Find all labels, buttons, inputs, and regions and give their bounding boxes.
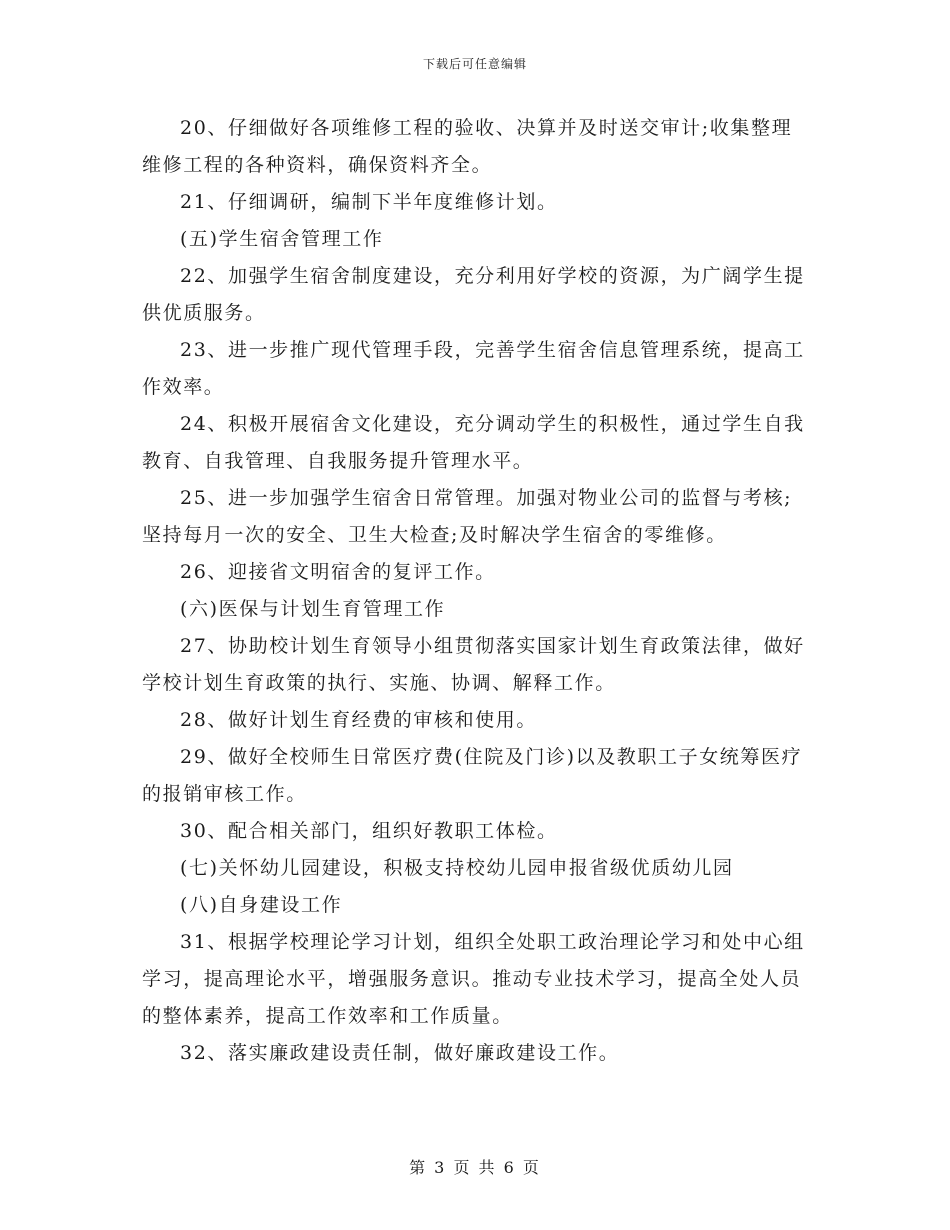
- paragraph-29: 29、做好全校师生日常医疗费(住院及门诊)以及教职工子女统筹医疗的报销审核工作。: [142, 746, 803, 805]
- paragraph-20: 20、仔细做好各项维修工程的验收、决算并及时送交审计;收集整理维修工程的各种资料，确保资料齐全。: [142, 117, 793, 176]
- paragraph-21: 21、仔细调研，编制下半年度维修计划。: [180, 191, 558, 213]
- paragraph-32: 32、落实廉政建设责任制，做好廉政建设工作。: [180, 1042, 620, 1064]
- paragraph-25: 25、进一步加强学生宿舍日常管理。加强对物业公司的监督与考核;坚持每月一次的安全、卫生大检查;及时解决学生宿舍的零维修。: [142, 487, 793, 546]
- paragraph-31: 31、根据学校理论学习计划，组织全处职工政治理论学习和处中心组学习，提高理论水平，增强服务意识。推动专业技术学习，提高全处人员的整体素养，提高工作效率和工作质量。: [142, 931, 805, 1027]
- paragraph-23: 23、进一步推广现代管理手段，完善学生宿舍信息管理系统，提高工作效率。: [142, 339, 805, 398]
- paragraph-24: 24、积极开展宿舍文化建设，充分调动学生的积极性，通过学生自我教育、自我管理、自我服务提升管理水平。: [142, 413, 805, 472]
- section-heading-7: (七)关怀幼儿园建设，积极支持校幼儿园申报省级优质幼儿园: [180, 857, 734, 879]
- paragraph-22: 22、加强学生宿舍制度建设，充分利用好学校的资源，为广阔学生提供优质服务。: [142, 265, 805, 324]
- paragraph-26: 26、迎接省文明宿舍的复评工作。: [180, 561, 496, 583]
- paragraph-30: 30、配合相关部门，组织好教职工体检。: [180, 820, 558, 842]
- section-heading-6: (六)医保与计划生育管理工作: [180, 598, 446, 620]
- paragraph-27: 27、协助校计划生育领导小组贯彻落实国家计划生育政策法律，做好学校计划生育政策的执行、实施、协调、解释工作。: [142, 635, 805, 694]
- document-body: [142, 110, 808, 1072]
- section-heading-8: (八)自身建设工作: [180, 894, 343, 916]
- page-header: 下载后可任意编辑: [422, 57, 527, 71]
- paragraph-28: 28、做好计划生育经费的审核和使用。: [180, 709, 537, 731]
- section-heading-5: (五)学生宿舍管理工作: [180, 228, 384, 250]
- page-footer: 第 3 页 共 6 页: [409, 1158, 541, 1177]
